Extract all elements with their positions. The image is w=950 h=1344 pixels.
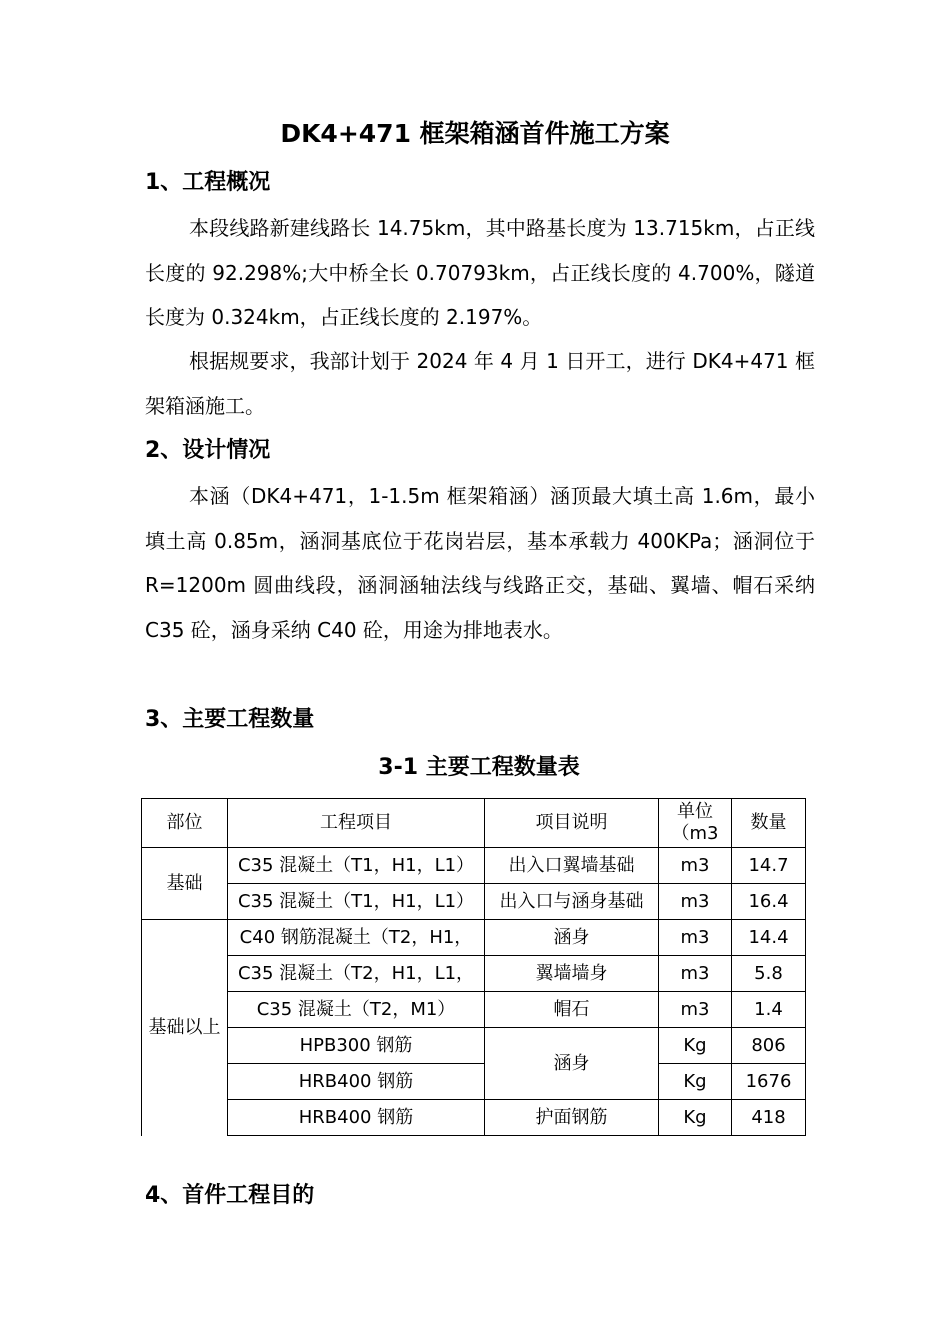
cell-quantity: 5.8: [732, 956, 806, 992]
section-heading-overview: 1、工程概况: [145, 170, 271, 195]
cell-item: C40 钢筋混凝土（T2，H1，: [228, 920, 485, 956]
table-row: [142, 1100, 806, 1136]
paragraph-design: 本涵（DK4+471，1-1.5m 框架箱涵）涵顶最大填土高 1.6m，最小填土高 0.85m，涵洞基底位于花岗岩层，基本承载力 400KPa；涵洞位于 R=1200m 圆曲线段，涵洞涵轴法线与线路正交，基础、翼墙、帽石采纳 C35 砼，涵身采纳 C40 砼，用途为排地表水。: [145, 484, 815, 642]
section-heading-purpose: 4、首件工程目的: [145, 1183, 315, 1208]
table-row: [142, 920, 806, 956]
group-above-foundation: 基础以上: [142, 920, 228, 1136]
cell-quantity: 1676: [732, 1064, 806, 1100]
table-header-row: [142, 799, 806, 848]
group-foundation: 基础: [142, 848, 228, 920]
cell-item: C35 混凝土（T2，H1，L1，: [228, 956, 485, 992]
cell-quantity: 1.4: [732, 992, 806, 1028]
paragraph-overview-1: 本段线路新建线路长 14.75km，其中路基长度为 13.715km，占正线长度的 92.298%;大中桥全长 0.70793km，占正线长度的 4.700%，隧道长度为 0.324km，占正线长度的 2.197%。: [145, 216, 815, 329]
table-row: [142, 884, 806, 920]
quantity-table: [141, 798, 806, 1136]
cell-description: 帽石: [485, 992, 659, 1028]
table-row: [142, 848, 806, 884]
cell-unit: Kg: [659, 1028, 732, 1064]
section-heading-quantities: 3、主要工程数量: [145, 707, 315, 732]
header-item: 工程项目: [228, 799, 485, 848]
document-title: DK4+471 框架箱涵首件施工方案: [280, 119, 670, 148]
table-row: [142, 956, 806, 992]
table-caption: 3-1 主要工程数量表: [378, 755, 580, 780]
paragraph-overview-2: 根据规要求，我部计划于 2024 年 4 月 1 日开工，进行 DK4+471 框架箱涵施工。: [145, 349, 815, 418]
cell-item: C35 混凝土（T2，M1）: [228, 992, 485, 1028]
table-row: [142, 1028, 806, 1064]
cell-quantity: 14.4: [732, 920, 806, 956]
cell-item: C35 混凝土（T1，H1，L1）: [228, 848, 485, 884]
cell-item: HPB300 钢筋: [228, 1028, 485, 1064]
cell-description: 出入口与涵身基础: [485, 884, 659, 920]
cell-quantity: 16.4: [732, 884, 806, 920]
cell-description: 翼墙墙身: [485, 956, 659, 992]
cell-quantity: 14.7: [732, 848, 806, 884]
cell-unit: Kg: [659, 1100, 732, 1136]
cell-item: C35 混凝土（T1，H1，L1）: [228, 884, 485, 920]
cell-quantity: 418: [732, 1100, 806, 1136]
table-row: [142, 992, 806, 1028]
cell-description: 涵身: [485, 920, 659, 956]
header-description: 项目说明: [485, 799, 659, 848]
cell-unit: m3: [659, 956, 732, 992]
cell-unit: m3: [659, 884, 732, 920]
cell-unit: m3: [659, 992, 732, 1028]
header-quantity: 数量: [732, 799, 806, 848]
cell-description: 护面钢筋: [485, 1100, 659, 1136]
cell-unit: m3: [659, 848, 732, 884]
header-unit: 单位（m3: [659, 799, 732, 848]
cell-item: HRB400 钢筋: [228, 1100, 485, 1136]
cell-unit: m3: [659, 920, 732, 956]
cell-quantity: 806: [732, 1028, 806, 1064]
cell-item: HRB400 钢筋: [228, 1064, 485, 1100]
table-row: [142, 1064, 806, 1100]
cell-description: 涵身: [485, 1028, 659, 1100]
cell-description: 出入口翼墙基础: [485, 848, 659, 884]
cell-unit: Kg: [659, 1064, 732, 1100]
section-heading-design: 2、设计情况: [145, 438, 271, 463]
header-location: 部位: [142, 799, 228, 848]
